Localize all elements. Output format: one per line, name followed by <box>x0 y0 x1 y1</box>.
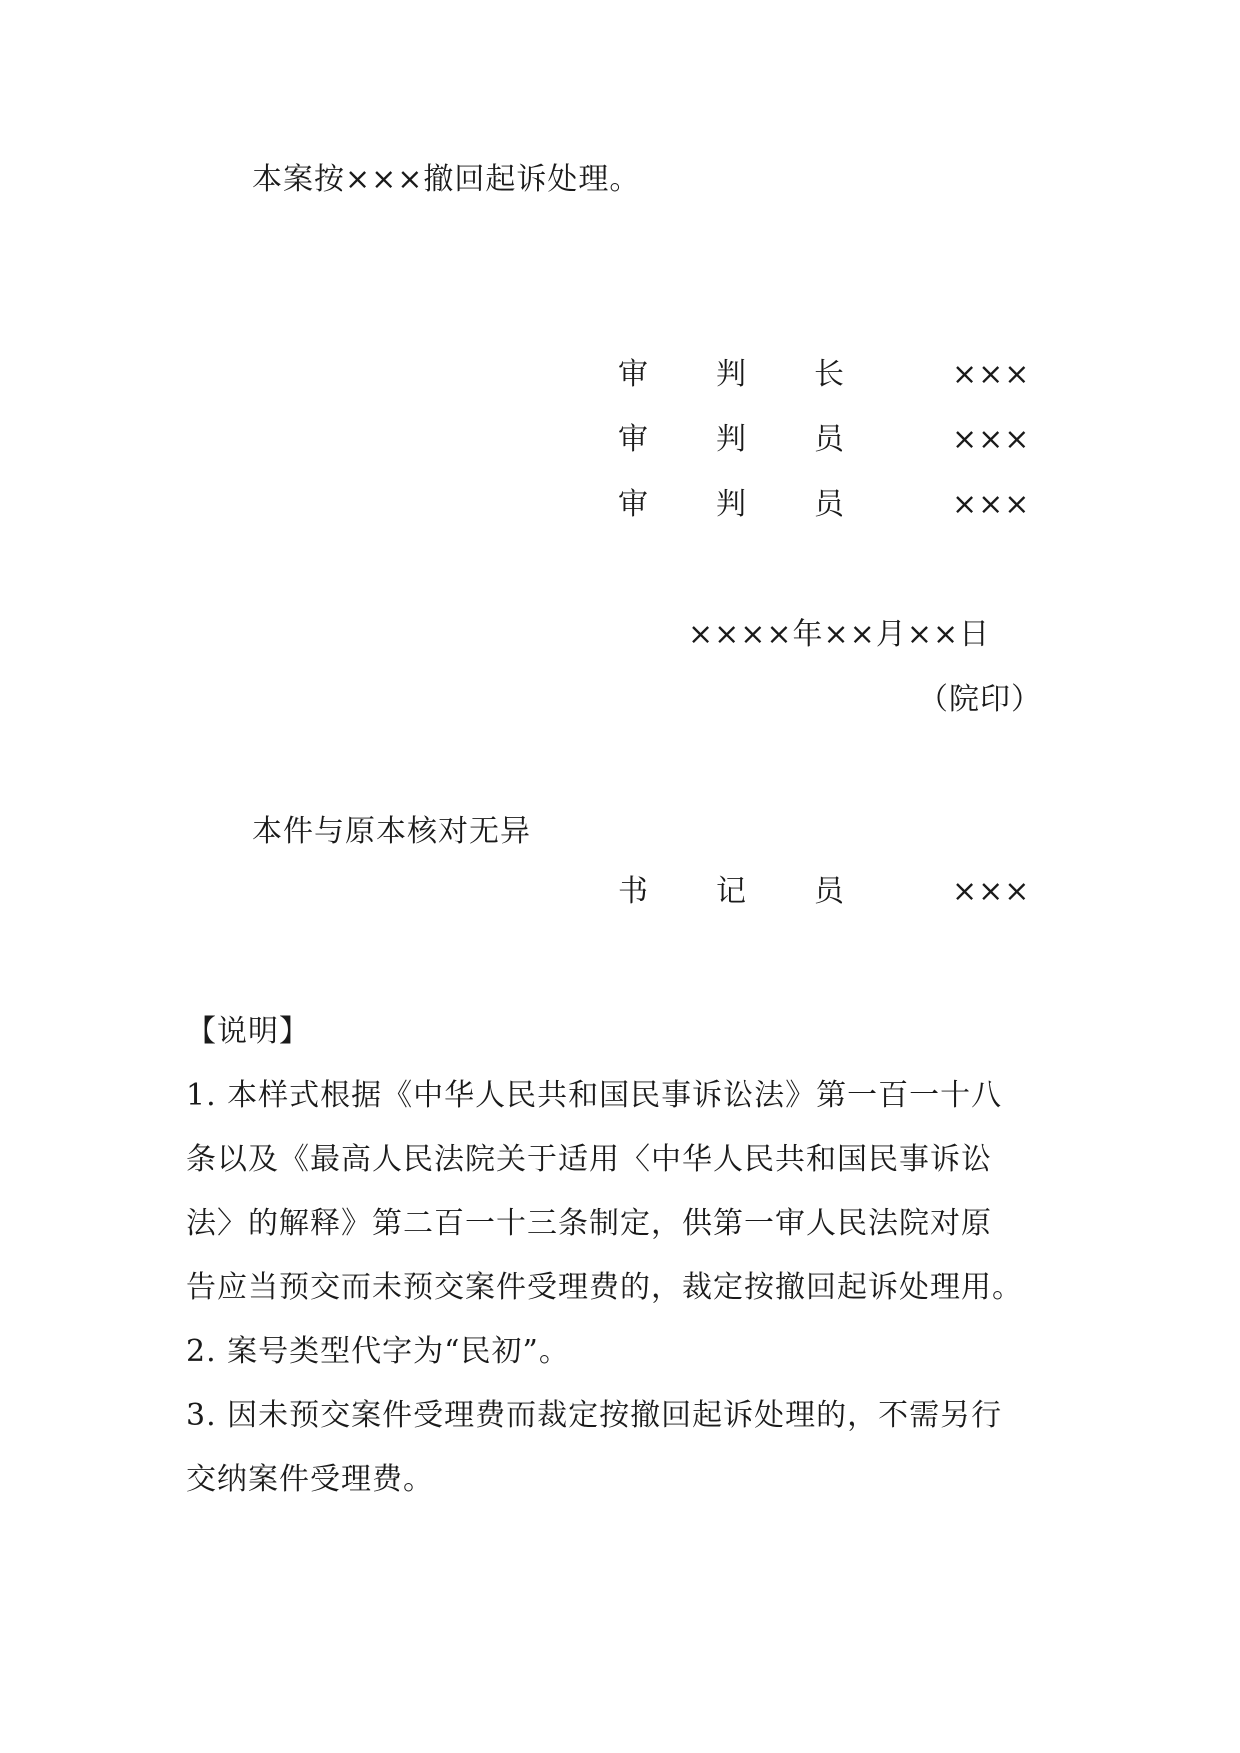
title-char: 员 <box>814 422 844 457</box>
title-char: 判 <box>716 357 746 392</box>
title-char: 判 <box>716 422 746 457</box>
notes-line: 3. 因未预交案件受理费而裁定按撤回起诉处理的，不需另行 <box>186 1398 1003 1433</box>
notes-line: 1. 本样式根据《中华人民共和国民事诉讼法》第一百一十八 <box>186 1078 1003 1113</box>
title-char: 员 <box>814 874 844 909</box>
verification-statement: 本件与原本核对无异 <box>252 814 531 849</box>
notes-heading: 【说明】 <box>186 1014 310 1049</box>
notes-section <box>186 1000 1066 1512</box>
judgment-date: ××××年××月××日 <box>688 617 991 652</box>
notes-line: 条以及《最高人民法院关于适用〈中华人民共和国民事诉讼 <box>186 1142 992 1177</box>
title-char: 记 <box>716 874 746 909</box>
notes-line: 法〉的解释》第二百一十三条制定，供第一审人民法院对原 <box>186 1206 992 1241</box>
title-char: 审 <box>618 422 648 457</box>
notes-line: 2. 案号类型代字为“民初”。 <box>186 1334 570 1369</box>
court-seal: （院印） <box>918 682 1042 717</box>
title-char: 判 <box>716 487 746 522</box>
signer-name: ××× <box>952 487 1031 522</box>
title-char: 审 <box>618 357 648 392</box>
title-char: 员 <box>814 487 844 522</box>
notes-line: 告应当预交而未预交案件受理费的，裁定按撤回起诉处理用。 <box>186 1270 1023 1305</box>
signer-name: ××× <box>952 357 1031 392</box>
title-char: 长 <box>814 357 844 392</box>
signature-presiding-judge <box>618 355 1048 395</box>
signature-clerk <box>618 872 1048 912</box>
signature-judge-2 <box>618 485 1048 525</box>
signature-judge-1 <box>618 420 1048 460</box>
notes-line: 交纳案件受理费。 <box>186 1462 434 1497</box>
signer-name: ××× <box>952 874 1031 909</box>
ruling-text: 本案按×××撤回起诉处理。 <box>252 162 641 197</box>
signer-name: ××× <box>952 422 1031 457</box>
title-char: 审 <box>618 487 648 522</box>
title-char: 书 <box>618 874 648 909</box>
